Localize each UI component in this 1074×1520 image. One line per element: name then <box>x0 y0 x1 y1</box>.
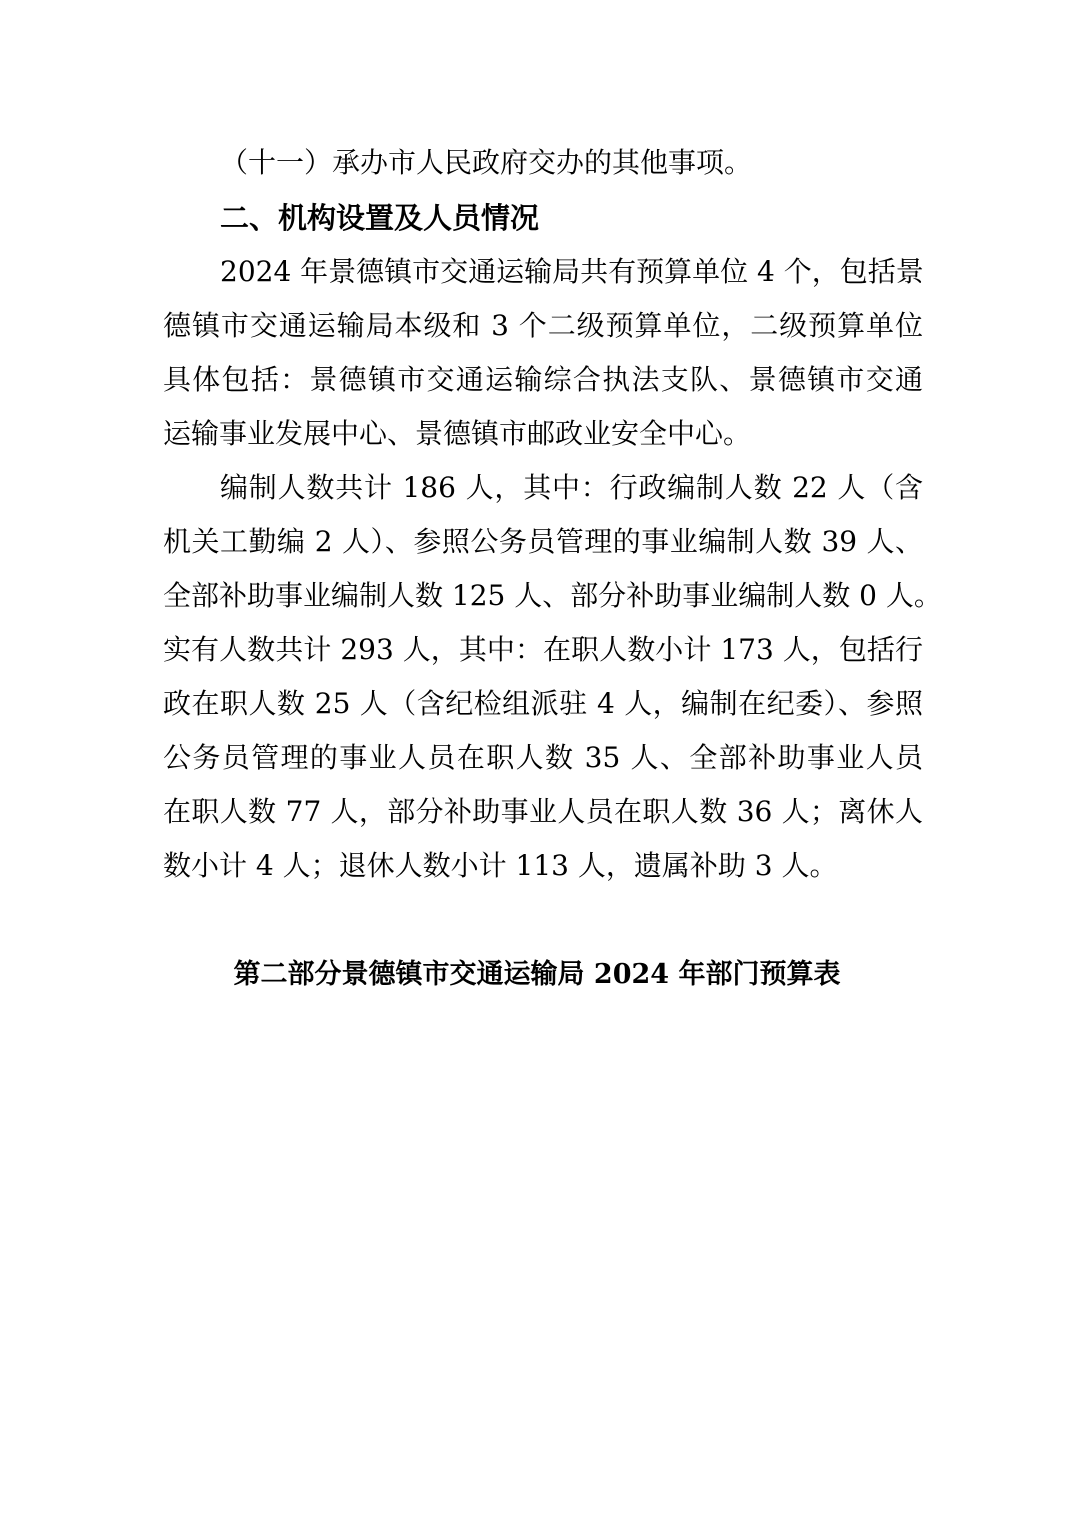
units-paragraph-line: 运输事业发展中心、景德镇市邮政业安全中心。 <box>163 417 752 450</box>
staff-paragraph-line: 编制人数共计 186 人，其中：行政编制人数 22 人（含 <box>220 471 923 504</box>
staff-paragraph-line: 实有人数共计 293 人，其中：在职人数小计 173 人，包括行 <box>163 633 923 666</box>
units-paragraph-line: 2024 年景德镇市交通运输局共有预算单位 4 个，包括景 <box>220 255 924 288</box>
staff-paragraph-line: 公务员管理的事业人员在职人数 35 人、全部补助事业人员 <box>163 741 923 774</box>
staff-paragraph-line: 全部补助事业编制人数 125 人、部分补助事业编制人数 0 人。 <box>163 579 942 612</box>
staff-paragraph-line: 政在职人数 25 人（含纪检组派驻 4 人，编制在纪委）、参照 <box>163 687 923 720</box>
units-paragraph-line: 德镇市交通运输局本级和 3 个二级预算单位，二级预算单位 <box>163 309 923 342</box>
units-paragraph-line: 具体包括：景德镇市交通运输综合执法支队、景德镇市交通 <box>163 363 923 396</box>
staff-paragraph-line: 数小计 4 人；退休人数小计 113 人，遗属补助 3 人。 <box>163 849 838 882</box>
staff-paragraph-line: 机关工勤编 2 人）、参照公务员管理的事业编制人数 39 人、 <box>163 525 923 558</box>
section-two-heading: 二、机构设置及人员情况 <box>220 201 540 235</box>
staff-paragraph-line: 在职人数 77 人，部分补助事业人员在职人数 36 人；离休人 <box>163 795 923 828</box>
item-eleven-text: （十一）承办市人民政府交办的其他事项。 <box>220 146 753 179</box>
part-two-title: 第二部分景德镇市交通运输局 2024 年部门预算表 <box>233 959 841 990</box>
